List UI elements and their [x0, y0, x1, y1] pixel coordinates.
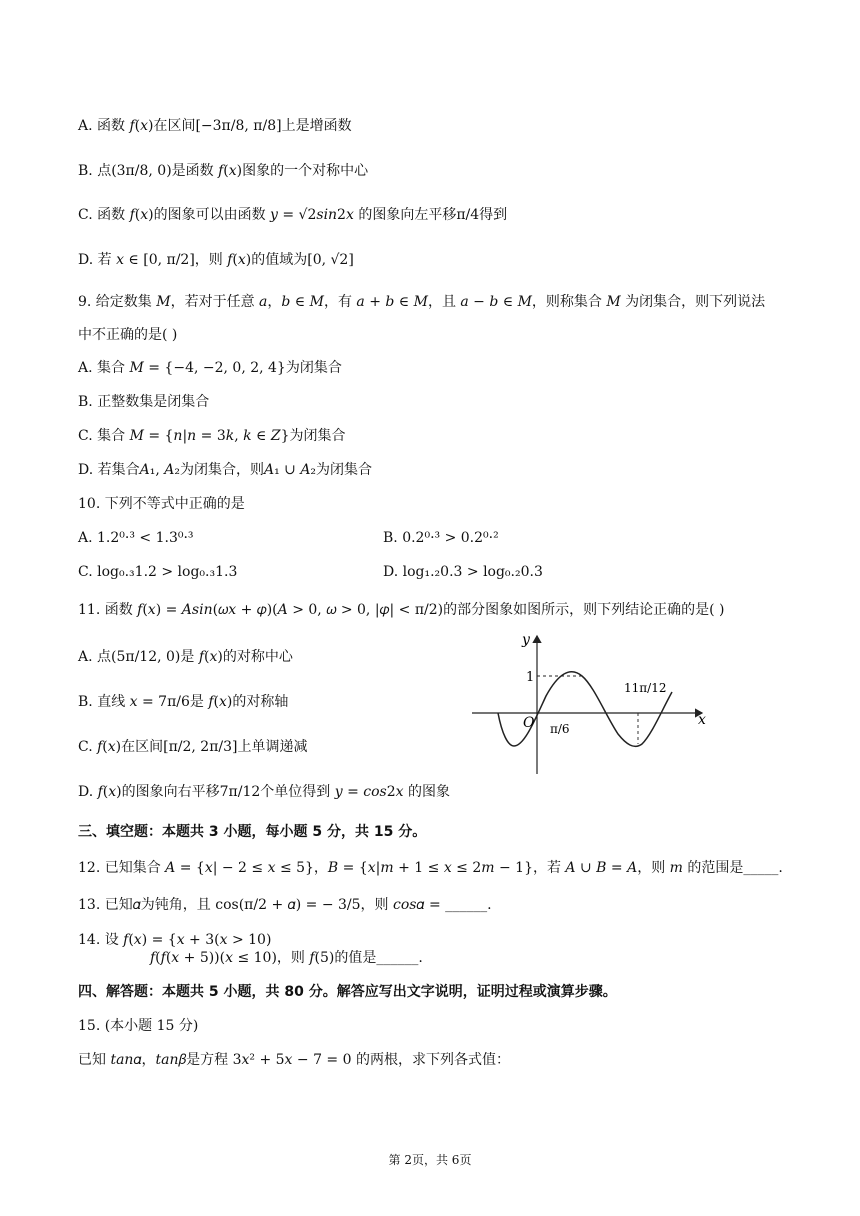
option-10b: B. 0.2⁰·³ > 0.2⁰·² — [383, 530, 499, 546]
question-11: 11. 函数 𝑓(𝑥) = 𝐴𝑠𝑖𝑛(𝜔𝑥 + 𝜑)(𝐴 > 0, 𝜔 > 0, |𝜑| < π/2)的部分图象如图所示，则下列结论正确的是( ) — [78, 602, 725, 618]
option-8a: A. 函数 𝑓(𝑥)在区间[−3π/8, π/8]上是增函数 — [78, 118, 352, 134]
page-footer: 第 2页，共 6页 — [388, 1153, 472, 1167]
option-9d: D. 若集合𝐴₁, 𝐴₂为闭集合，则𝐴₁ ∪ 𝐴₂为闭集合 — [78, 462, 373, 478]
section-4-heading: 四、解答题：本题共 5 小题，共 80 分。解答应写出文字说明，证明过程或演算步骤。 — [78, 984, 617, 1000]
section-3-heading: 三、填空题：本题共 3 小题，每小题 5 分，共 15 分。 — [78, 824, 427, 840]
question-9-line2: 中不正确的是( ) — [78, 327, 178, 343]
option-8c: C. 函数 𝑓(𝑥)的图象可以由函数 𝑦 = √2𝑠𝑖𝑛2𝑥 的图象向左平移π/4得到 — [78, 207, 508, 223]
option-8b: B. 点(3π/8, 0)是函数 𝑓(𝑥)图象的一个对称中心 — [78, 163, 369, 179]
option-11b: B. 直线 𝑥 = 7π/6是 𝑓(𝑥)的对称轴 — [78, 694, 289, 710]
question-13: 13. 已知𝛼为钝角，且 cos(π/2 + 𝛼) = − 3/5，则 𝑐𝑜𝑠𝛼 = ______. — [78, 897, 492, 913]
option-9c: C. 集合 𝑀 = {𝑛|𝑛 = 3𝑘, 𝑘 ∈ 𝑍}为闭集合 — [78, 428, 346, 444]
option-9a: A. 集合 𝑀 = {−4, −2, 0, 2, 4}为闭集合 — [78, 360, 342, 376]
x-tick-pi-6: π/6 — [550, 722, 570, 736]
question-10: 10. 下列不等式中正确的是 — [78, 496, 245, 512]
y-axis-label: y — [522, 632, 530, 648]
question-15-text: 已知 𝑡𝑎𝑛𝛼，𝑡𝑎𝑛𝛽是方程 3𝑥² + 5𝑥 − 7 = 0 的两根，求下列各式值： — [78, 1052, 510, 1068]
x-tick-11pi-12: 11π/12 — [624, 681, 667, 695]
sine-graph — [466, 626, 726, 778]
option-11d: D. 𝑓(𝑥)的图象向右平移7π/12个单位得到 𝑦 = 𝑐𝑜𝑠2𝑥 的图象 — [78, 784, 450, 800]
question-14-line2: 𝑓(𝑓(𝑥 + 5))(𝑥 ≤ 10)，则 𝑓(5)的值是______. — [150, 950, 423, 966]
question-14-line1: 14. 设 𝑓(𝑥) = {𝑥 + 3(𝑥 > 10) — [78, 932, 272, 948]
option-10d: D. log₁.₂0.3 > log₀.₂0.3 — [383, 564, 543, 580]
option-10a: A. 1.2⁰·³ < 1.3⁰·³ — [78, 530, 194, 546]
question-15-header: 15. (本小题 15 分) — [78, 1018, 199, 1034]
x-axis-label: x — [698, 712, 706, 728]
option-10c: C. log₀.₃1.2 > log₀.₃1.3 — [78, 564, 238, 580]
option-11a: A. 点(5π/12, 0)是 𝑓(𝑥)的对称中心 — [78, 649, 293, 665]
option-11c: C. 𝑓(𝑥)在区间[π/2, 2π/3]上单调递减 — [78, 739, 308, 755]
option-9b: B. 正整数集是闭集合 — [78, 394, 210, 410]
y-tick-1: 1 — [526, 670, 535, 685]
question-12: 12. 已知集合 𝐴 = {𝑥| − 2 ≤ 𝑥 ≤ 5}，𝐵 = {𝑥|𝑚 + 1 ≤ 𝑥 ≤ 2𝑚 − 1}，若 𝐴 ∪ 𝐵 = 𝐴，则 𝑚 的范围是_____. — [78, 860, 783, 876]
option-8d: D. 若 𝑥 ∈ [0, π/2]，则 𝑓(𝑥)的值域为[0, √2] — [78, 252, 354, 268]
question-9-line1: 9. 给定数集 𝑀，若对于任意 𝑎，𝑏 ∈ 𝑀，有 𝑎 + 𝑏 ∈ 𝑀，且 𝑎 − 𝑏 ∈ 𝑀，则称集合 𝑀 为闭集合，则下列说法 — [78, 294, 766, 310]
origin-label: O — [523, 715, 535, 731]
